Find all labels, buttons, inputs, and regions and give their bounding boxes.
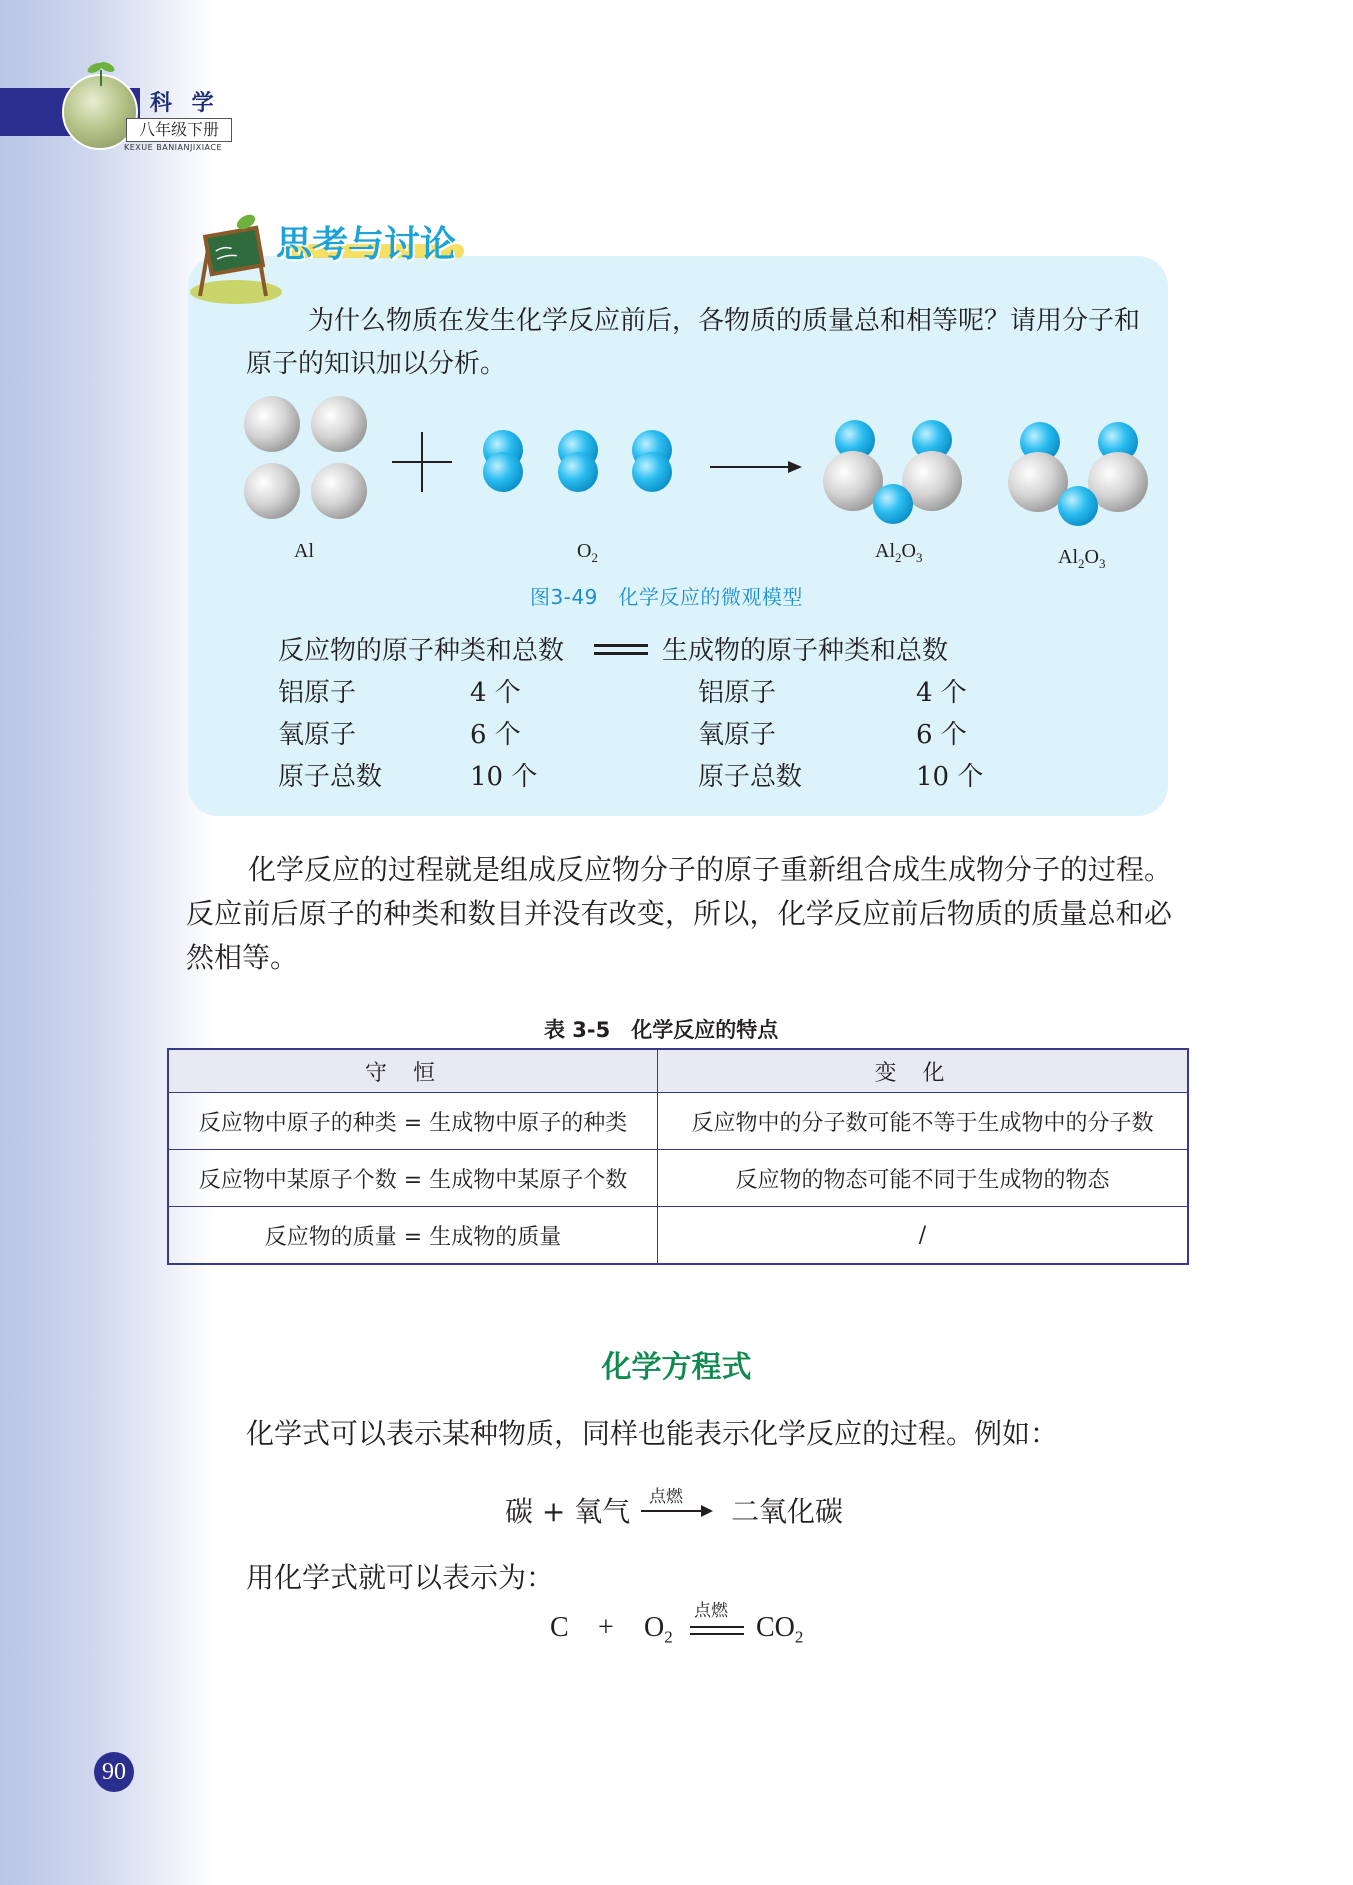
cell-text: 6 个 [470,720,521,750]
table-cell: 反应物中原子的种类 = 生成物中原子的种类 [168,1093,658,1150]
table-cell: 反应物中某原子个数 = 生成物中某原子个数 [168,1150,658,1207]
word-eq-condition: 点燃 [649,1487,683,1507]
table-cell: 反应物中的分子数可能不等于生成物中的分子数 [658,1093,1189,1150]
table-header-row [168,1049,1188,1093]
reaction-model-figure [230,380,1170,580]
sprout-icon [86,60,116,86]
plus-sign [392,432,452,492]
table-cell: 反应物的物态可能不同于生成物的物态 [658,1150,1189,1207]
section-heading: 化学方程式 [601,1350,752,1385]
cell-text: 铝原子 [698,678,777,708]
aluminum-oxide-molecule-1 [823,420,962,524]
cell-text: 10 个 [916,762,984,792]
cell-text: 10 个 [470,762,538,792]
reactant-header: 反应物的原子种类和总数 [278,636,565,666]
chalkboard-easel-icon [186,208,286,308]
oxygen-molecules [483,430,672,492]
table-caption: 表 3-5 化学反应的特点 [544,1018,779,1042]
formula-oxygen: $O_2$ [644,1612,673,1647]
figure-caption: 图3-49 化学反应的微观模型 [530,585,803,609]
reaction-arrow [710,461,802,473]
word-eq-right: 二氧化碳 [731,1495,844,1528]
formula-carbon: C [550,1612,569,1643]
word-eq-arrow [641,1510,703,1512]
arrow-head-icon [701,1505,713,1517]
table-row [168,1207,1188,1265]
table-cell: 反应物的质量 = 生成物的质量 [168,1207,658,1265]
discussion-title: 思考与讨论 [276,224,457,265]
product-header: 生成物的原子种类和总数 [662,636,949,666]
cell-text: 4 个 [916,678,967,708]
cell-text: 4 个 [470,678,521,708]
cell-text: 氧原子 [698,720,777,750]
cell-text: 原子总数 [278,762,383,792]
chemical-equation [550,1596,870,1656]
word-eq-left: 碳 + 氧气 [505,1495,631,1528]
body-paragraph: 化学反应的过程就是组成反应物分子的原子重新组合成生成物分子的过程。反应前后原子的种类和数目并没有改变，所以，化学反应前后物质的质量总和必然相等。 [186,853,1173,974]
cell-text: 铝原子 [278,678,357,708]
label-al2o3-1: $Al_2O_3$ [875,540,923,565]
equals-sign [594,644,648,655]
use-formula-text: 用化学式就可以表示为： [246,1561,555,1594]
formula-condition: 点燃 [694,1601,728,1620]
cell-text: 6 个 [916,720,967,750]
header-change: 变化 [658,1049,1189,1093]
formula-plus: + [598,1612,614,1643]
cell-text: 氧原子 [278,720,357,750]
table-row [168,1093,1188,1150]
formula-equals [690,1626,744,1635]
subject-title: 科 学 [150,91,220,116]
aluminum-atoms [244,396,367,519]
intro-text: 化学式可以表示某种物质，同样也能表示化学反应的过程。例如： [246,1417,1059,1450]
formula-co2: $CO_2$ [756,1612,804,1647]
pinyin-label: KEXUE BANIANJIXIACE [124,143,223,152]
aluminum-oxide-molecule-2 [1008,422,1148,526]
cell-text: 原子总数 [698,762,803,792]
page-number: 90 [94,1752,134,1792]
table-cell: / [658,1207,1189,1265]
label-al2o3-2: $Al_2O_3$ [1058,546,1106,571]
discussion-question: 为什么物质在发生化学反应前后，各物质的质量总和相等呢？请用分子和原子的知识加以分析。 [246,306,1141,379]
label-al: Al [294,540,314,562]
table-row [168,1150,1188,1207]
label-o2: $O_2$ [577,540,598,565]
grade-label: 八年级下册 [126,118,232,142]
header-conservation: 守恒 [168,1049,658,1093]
word-equation [505,1482,925,1532]
left-decorative-band [0,0,215,1885]
reaction-features-table [167,1048,1189,1265]
